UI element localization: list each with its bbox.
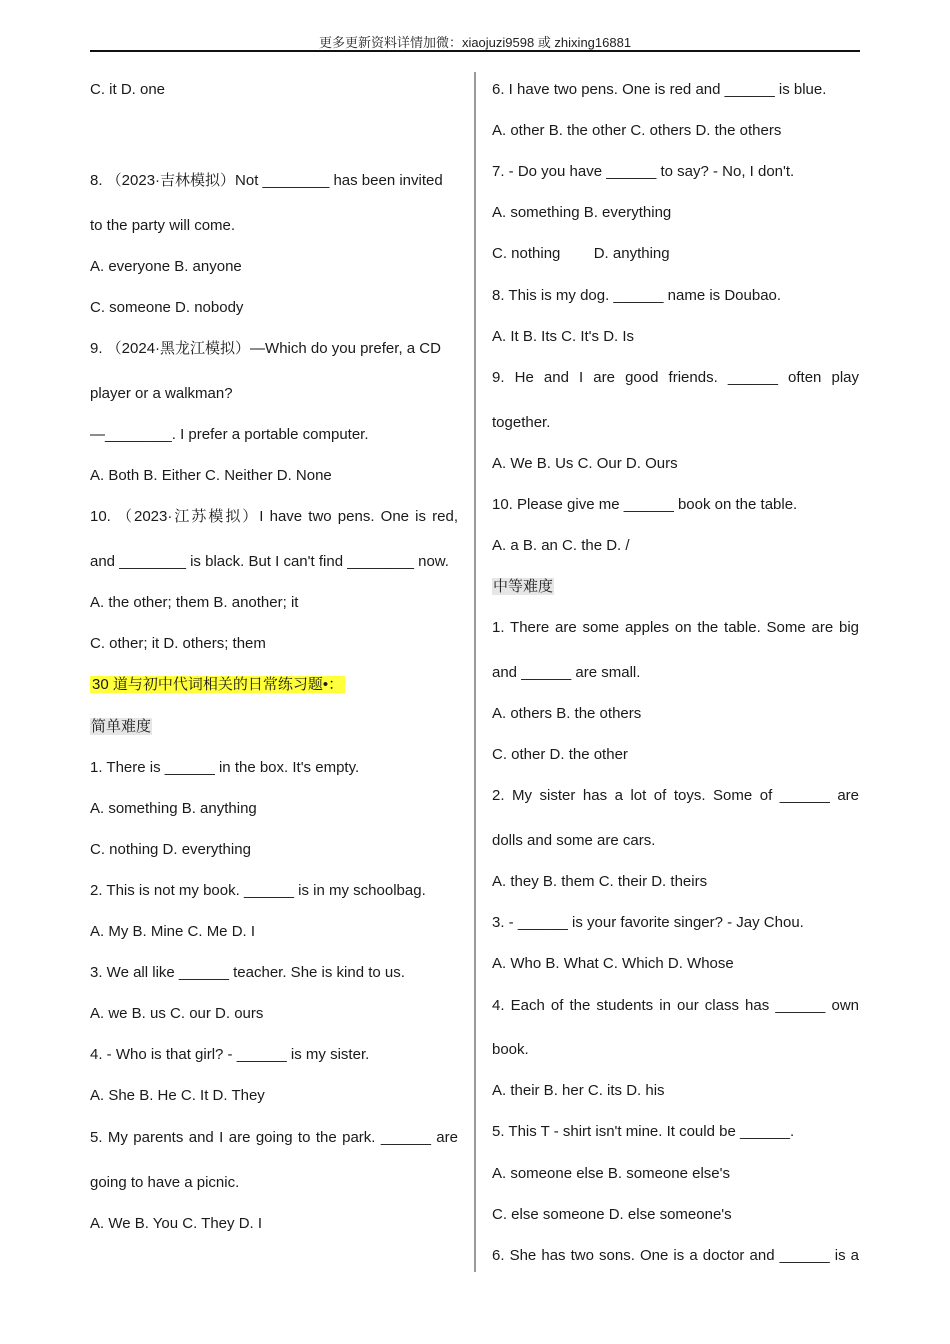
question-1: 1. There are some apples on the table. Some are big	[492, 619, 859, 636]
question-1: 1. There is ______ in the box. It's empty.	[90, 759, 360, 776]
option-line: A. Who B. What C. Which D. Whose	[492, 955, 734, 972]
option-line: A. their B. her C. its D. his	[492, 1082, 665, 1099]
option-line: A. My B. Mine C. Me D. I	[90, 923, 256, 940]
option-line: C. it D. one	[90, 81, 166, 98]
question-8: 8. （2023·吉林模拟）Not ________ has been invited	[90, 172, 443, 189]
question-3: 3. We all like ______ teacher. She is kind to us.	[90, 964, 405, 981]
question-line: —________. I prefer a portable computer.	[90, 426, 369, 443]
question-4: 4. - Who is that girl? - ______ is my sister.	[90, 1046, 370, 1063]
page-header: 更多更新资料详情加微：xiaojuzi9598 或 zhixing16881	[318, 35, 632, 50]
column-divider	[474, 72, 476, 1272]
option-line: A. We B. Us C. Our D. Ours	[492, 455, 678, 472]
question-9: 9. （2024·黑龙江模拟）—Which do you prefer, a CD	[90, 340, 441, 357]
option-line: C. other; it D. others; them	[90, 635, 266, 652]
section-heading-highlighted: 30 道与初中代词相关的日常练习题•：	[92, 676, 344, 693]
option-line: A. others B. the others	[492, 705, 642, 722]
question-8: 8. This is my dog. ______ name is Doubao.	[492, 287, 782, 304]
option-line: C. someone D. nobody	[90, 299, 244, 316]
question-line: and ______ are small.	[492, 664, 641, 681]
option-line: C. other D. the other	[492, 746, 628, 763]
option-line: A. We B. You C. They D. I	[90, 1215, 263, 1232]
option-line: A. She B. He C. It D. They	[90, 1087, 265, 1104]
question-10: 10. （2023·江苏模拟）I have two pens. One is red,	[90, 508, 458, 525]
question-line: going to have a picnic.	[90, 1174, 240, 1191]
option-line: A. the other; them B. another; it	[90, 594, 299, 611]
header-rule	[90, 50, 860, 52]
question-line: together.	[492, 414, 551, 431]
option-line: A. someone else B. someone else's	[492, 1165, 730, 1182]
option-line: A. they B. them C. their D. theirs	[492, 873, 708, 890]
question-5: 5. This T - shirt isn't mine. It could be ______.	[492, 1123, 795, 1140]
option-line: A. other B. the other C. others D. the others	[492, 122, 782, 139]
question-4: 4. Each of the students in our class has ______ own	[492, 997, 859, 1014]
question-line: to the party will come.	[90, 217, 236, 234]
question-7: 7. - Do you have ______ to say? - No, I don't.	[492, 163, 795, 180]
option-line: C. else someone D. else someone's	[492, 1206, 732, 1223]
question-6: 6. She has two sons. One is a doctor and ______ is a	[492, 1247, 859, 1264]
option-line: A. we B. us C. our D. ours	[90, 1005, 264, 1022]
question-6: 6. I have two pens. One is red and ______ is blue.	[492, 81, 827, 98]
question-5: 5. My parents and I are going to the park. ______ are	[90, 1129, 458, 1146]
option-line: A. a B. an C. the D. /	[492, 537, 630, 554]
question-3: 3. - ______ is your favorite singer? - Jay Chou.	[492, 914, 804, 931]
question-line: book.	[492, 1041, 529, 1058]
question-10: 10. Please give me ______ book on the table.	[492, 496, 798, 513]
question-2: 2. My sister has a lot of toys. Some of ______ are	[492, 787, 859, 804]
question-line: and ________ is black. But I can't find ________ now.	[90, 553, 449, 570]
option-line: C. nothing D. anything	[492, 245, 670, 262]
option-line: A. something B. everything	[492, 204, 672, 221]
question-line: player or a walkman?	[90, 385, 233, 402]
option-line: A. something B. anything	[90, 800, 257, 817]
difficulty-heading-easy: 简单难度	[91, 718, 152, 735]
option-line: A. Both B. Either C. Neither D. None	[90, 467, 332, 484]
option-line: A. It B. Its C. It's D. Is	[492, 328, 635, 345]
question-9: 9. He and I are good friends. ______ often play	[492, 369, 859, 386]
difficulty-heading-medium: 中等难度	[493, 578, 554, 595]
option-line: A. everyone B. anyone	[90, 258, 242, 275]
question-line: dolls and some are cars.	[492, 832, 656, 849]
option-line: C. nothing D. everything	[90, 841, 251, 858]
question-2: 2. This is not my book. ______ is in my schoolbag.	[90, 882, 426, 899]
